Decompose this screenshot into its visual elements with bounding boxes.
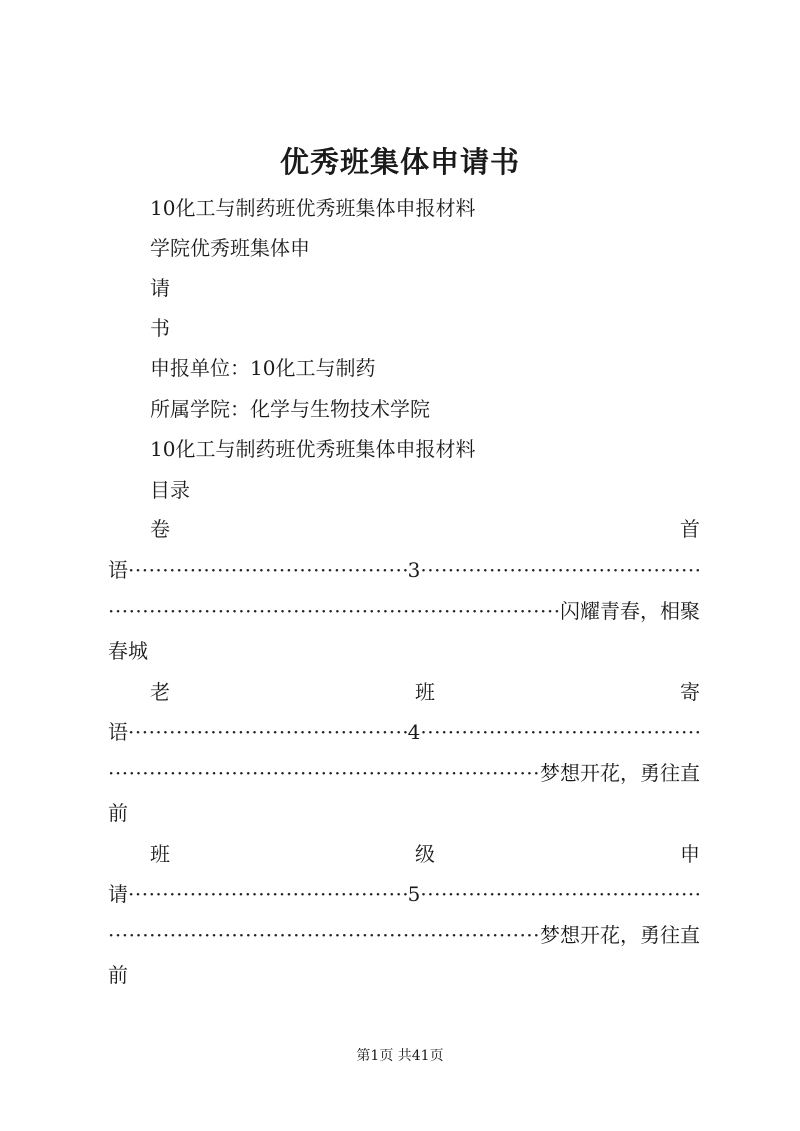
toc-title-char: 卷 bbox=[150, 517, 170, 541]
leader-dots bbox=[420, 719, 700, 745]
toc-entry-title bbox=[150, 679, 700, 705]
leader-dots bbox=[108, 598, 560, 624]
paragraph: 书 bbox=[150, 316, 170, 340]
toc-page-number: 5 bbox=[407, 882, 421, 906]
toc-entry-leader bbox=[108, 881, 700, 907]
toc-page-number: 4 bbox=[407, 720, 421, 744]
toc-subtitle: 梦想开花，勇往直 bbox=[540, 923, 700, 947]
toc-entry-subtitle-line bbox=[108, 922, 700, 948]
toc-heading: 目录 bbox=[150, 478, 190, 502]
toc-title-char: 语 bbox=[108, 720, 128, 744]
paragraph: 10化工与制药班优秀班集体申报材料 bbox=[150, 196, 476, 220]
toc-entry-title bbox=[150, 841, 700, 867]
toc-entry-subtitle-line bbox=[108, 760, 700, 786]
leader-dots bbox=[108, 922, 540, 948]
toc-title-char: 级 bbox=[415, 842, 435, 866]
toc-entry-subtitle-line bbox=[108, 598, 700, 624]
leader-dots bbox=[108, 760, 540, 786]
paragraph: 学院优秀班集体申 bbox=[150, 236, 310, 260]
toc-subtitle-end: 春城 bbox=[108, 639, 148, 663]
leader-dots bbox=[128, 719, 408, 745]
toc-title-char: 首 bbox=[680, 517, 700, 541]
toc-title-char: 请 bbox=[108, 882, 128, 906]
paragraph: 申报单位：10化工与制药 bbox=[150, 356, 376, 380]
leader-dots bbox=[128, 557, 408, 583]
toc-title-char: 老 bbox=[150, 680, 170, 704]
toc-title-char: 寄 bbox=[680, 680, 700, 704]
toc-page-number: 3 bbox=[407, 558, 421, 582]
toc-entry-leader bbox=[108, 719, 700, 745]
toc-title-char: 班 bbox=[415, 680, 435, 704]
toc-title-char: 语 bbox=[108, 558, 128, 582]
leader-dots bbox=[128, 881, 408, 907]
toc-subtitle-end: 前 bbox=[108, 963, 128, 987]
toc-subtitle-end: 前 bbox=[108, 801, 128, 825]
paragraph: 请 bbox=[150, 276, 170, 300]
toc-subtitle: 梦想开花，勇往直 bbox=[540, 761, 700, 785]
toc-subtitle: 闪耀青春，相聚 bbox=[560, 599, 700, 623]
page-footer: 第1页 共41页 bbox=[356, 1048, 444, 1064]
paragraph: 10化工与制药班优秀班集体申报材料 bbox=[150, 437, 476, 461]
leader-dots bbox=[420, 881, 700, 907]
toc-title-char: 申 bbox=[680, 842, 700, 866]
paragraph: 所属学院：化学与生物技术学院 bbox=[150, 397, 430, 421]
document-title: 优秀班集体申请书 bbox=[279, 145, 520, 179]
toc-title-char: 班 bbox=[150, 842, 170, 866]
toc-entry-title bbox=[150, 516, 700, 542]
toc-entry-leader bbox=[108, 557, 700, 583]
leader-dots bbox=[420, 557, 700, 583]
